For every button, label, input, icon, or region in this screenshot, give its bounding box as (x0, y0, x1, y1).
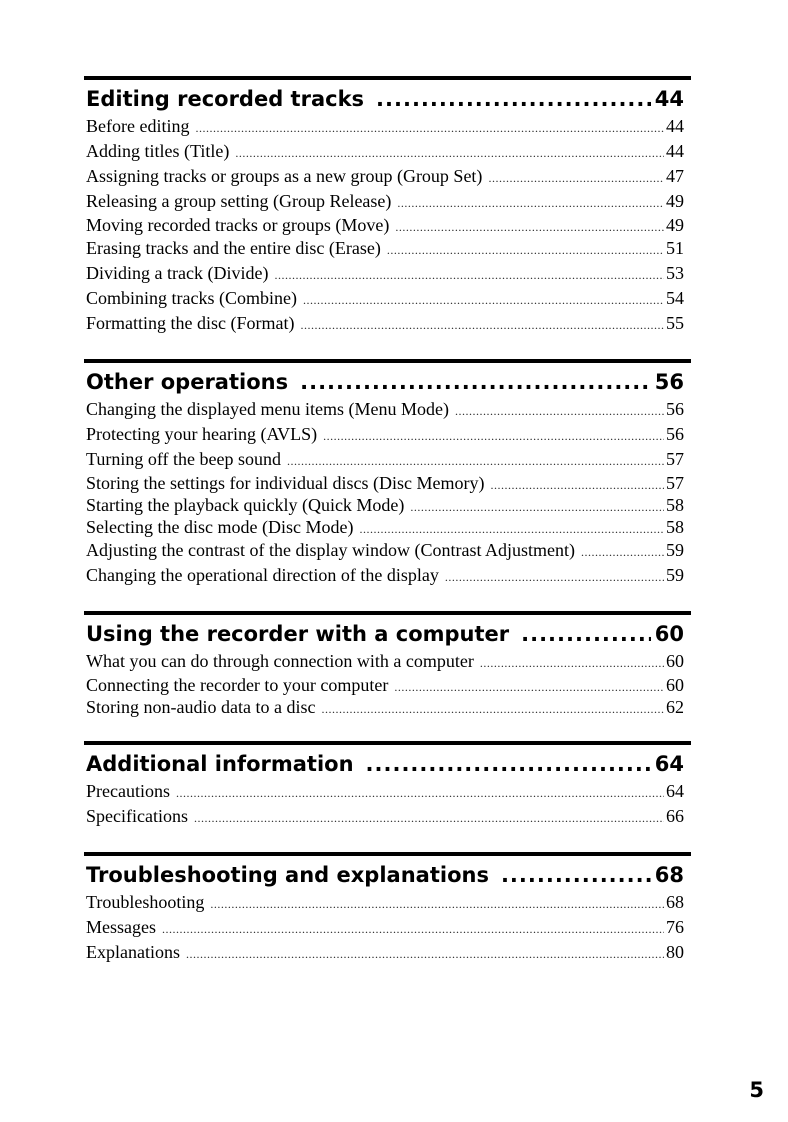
toc-entry[interactable] (86, 261, 684, 286)
leader-dots (210, 892, 664, 917)
toc-section-additional-information (84, 741, 691, 829)
toc-entry[interactable] (86, 890, 684, 915)
entry-page: 56 (666, 399, 684, 419)
entry-label: Changing the displayed menu items (Menu Mode) (86, 399, 449, 419)
entry-page: 60 (666, 675, 684, 695)
leader-dots (287, 449, 664, 474)
leader-dots (395, 216, 664, 238)
entry-page: 54 (666, 288, 684, 308)
section-heading[interactable] (84, 363, 691, 397)
leader-dots (376, 82, 651, 116)
entry-label: Adjusting the contrast of the display window (Contrast Adjustment) (86, 540, 575, 560)
section-heading[interactable] (84, 745, 691, 779)
entry-page: 59 (666, 540, 684, 560)
toc-entry[interactable] (86, 563, 684, 588)
toc-entry[interactable] (86, 164, 684, 189)
entry-page: 68 (666, 892, 684, 912)
leader-dots (366, 747, 651, 781)
leader-dots (300, 313, 664, 338)
toc-entry[interactable] (86, 494, 684, 516)
leader-dots (359, 518, 664, 540)
entry-label: Connecting the recorder to your computer (86, 675, 389, 695)
leader-dots (521, 617, 651, 651)
leader-dots (162, 917, 664, 942)
entry-label: Specifications (86, 806, 188, 826)
entry-page: 58 (666, 495, 684, 515)
entry-page: 76 (666, 917, 684, 937)
leader-dots (321, 698, 664, 720)
entry-label: Erasing tracks and the entire disc (Erase) (86, 238, 381, 258)
leader-dots (235, 141, 664, 166)
toc-entry[interactable] (86, 649, 684, 674)
entry-label: Storing the settings for individual discs (Disc Memory) (86, 473, 485, 493)
entry-page: 47 (666, 166, 684, 186)
entry-page: 57 (666, 473, 684, 493)
toc-entry[interactable] (86, 311, 684, 336)
page-number: 5 (749, 1078, 764, 1102)
toc-entry[interactable] (86, 472, 684, 494)
toc-entry[interactable] (86, 114, 684, 139)
leader-dots (195, 116, 664, 141)
leader-dots (186, 942, 664, 967)
entry-label: Changing the operational direction of the display (86, 565, 439, 585)
section-title: Troubleshooting and explanations (86, 863, 489, 887)
leader-dots (394, 676, 664, 698)
entry-page: 56 (666, 424, 684, 444)
leader-dots (397, 191, 664, 216)
table-of-contents (84, 76, 691, 965)
entry-label: Explanations (86, 942, 180, 962)
entry-label: Assigning tracks or groups as a new group (Group Set) (86, 166, 483, 186)
toc-entry[interactable] (86, 538, 684, 563)
toc-section-editing (84, 76, 691, 336)
toc-entry[interactable] (86, 804, 684, 829)
toc-entry[interactable] (86, 779, 684, 804)
entry-page: 58 (666, 517, 684, 537)
section-title: Additional information (86, 752, 354, 776)
entry-page: 80 (666, 942, 684, 962)
entry-page: 49 (666, 191, 684, 211)
leader-dots (455, 399, 664, 424)
toc-entry[interactable] (86, 674, 684, 696)
entry-page: 57 (666, 449, 684, 469)
entry-label: Before editing (86, 116, 190, 136)
entry-label: Turning off the beep sound (86, 449, 281, 469)
entry-label: Starting the playback quickly (Quick Mode) (86, 495, 405, 515)
entry-page: 44 (666, 141, 684, 161)
leader-dots (194, 806, 664, 831)
entry-page: 55 (666, 313, 684, 333)
entry-label: Adding titles (Title) (86, 141, 230, 161)
toc-entry[interactable] (86, 696, 684, 718)
section-title: Editing recorded tracks (86, 87, 365, 111)
section-page: 56 (654, 370, 684, 394)
leader-dots (501, 858, 651, 892)
leader-dots (323, 424, 664, 449)
toc-entry[interactable] (86, 516, 684, 538)
entry-page: 62 (666, 697, 684, 717)
entry-label: Precautions (86, 781, 170, 801)
entry-page: 51 (666, 238, 684, 258)
leader-dots (387, 238, 664, 263)
leader-dots (410, 496, 664, 518)
entry-label: What you can do through connection with a computer (86, 651, 474, 671)
leader-dots (303, 288, 664, 313)
toc-entry[interactable] (86, 422, 684, 447)
toc-entry[interactable] (86, 447, 684, 472)
leader-dots (274, 263, 664, 288)
entry-page: 49 (666, 215, 684, 235)
section-title: Using the recorder with a computer (86, 622, 510, 646)
entry-page: 53 (666, 263, 684, 283)
leader-dots (488, 166, 664, 191)
section-page: 60 (654, 622, 684, 646)
leader-dots (445, 565, 664, 590)
leader-dots (300, 365, 651, 399)
toc-entry[interactable] (86, 189, 684, 214)
leader-dots (490, 474, 664, 496)
section-page: 64 (654, 752, 684, 776)
toc-section-other-operations (84, 359, 691, 588)
entry-label: Protecting your hearing (AVLS) (86, 424, 318, 444)
entry-label: Selecting the disc mode (Disc Mode) (86, 517, 354, 537)
toc-entry[interactable] (86, 915, 684, 940)
section-heading[interactable] (84, 80, 691, 114)
entry-page: 44 (666, 116, 684, 136)
section-title: Other operations (86, 370, 289, 394)
section-heading[interactable] (84, 615, 691, 649)
leader-dots (480, 651, 664, 676)
toc-entry[interactable] (86, 139, 684, 164)
entry-label: Troubleshooting (86, 892, 205, 912)
entry-label: Moving recorded tracks or groups (Move) (86, 215, 390, 235)
entry-label: Dividing a track (Divide) (86, 263, 269, 283)
leader-dots (581, 540, 664, 565)
entry-label: Combining tracks (Combine) (86, 288, 297, 308)
leader-dots (176, 781, 664, 806)
entry-label: Storing non-audio data to a disc (86, 697, 316, 717)
entry-page: 60 (666, 651, 684, 671)
entry-page: 66 (666, 806, 684, 826)
entry-label: Formatting the disc (Format) (86, 313, 295, 333)
toc-entry[interactable] (86, 214, 684, 236)
section-page: 44 (654, 87, 684, 111)
toc-section-troubleshooting (84, 852, 691, 965)
entry-label: Releasing a group setting (Group Release) (86, 191, 392, 211)
toc-entry[interactable] (86, 397, 684, 422)
section-heading[interactable] (84, 856, 691, 890)
section-page: 68 (654, 863, 684, 887)
toc-entry[interactable] (86, 286, 684, 311)
entry-page: 59 (666, 565, 684, 585)
toc-entry[interactable] (86, 236, 684, 261)
toc-entry[interactable] (86, 940, 684, 965)
entry-page: 64 (666, 781, 684, 801)
toc-section-computer (84, 611, 691, 718)
entry-label: Messages (86, 917, 156, 937)
